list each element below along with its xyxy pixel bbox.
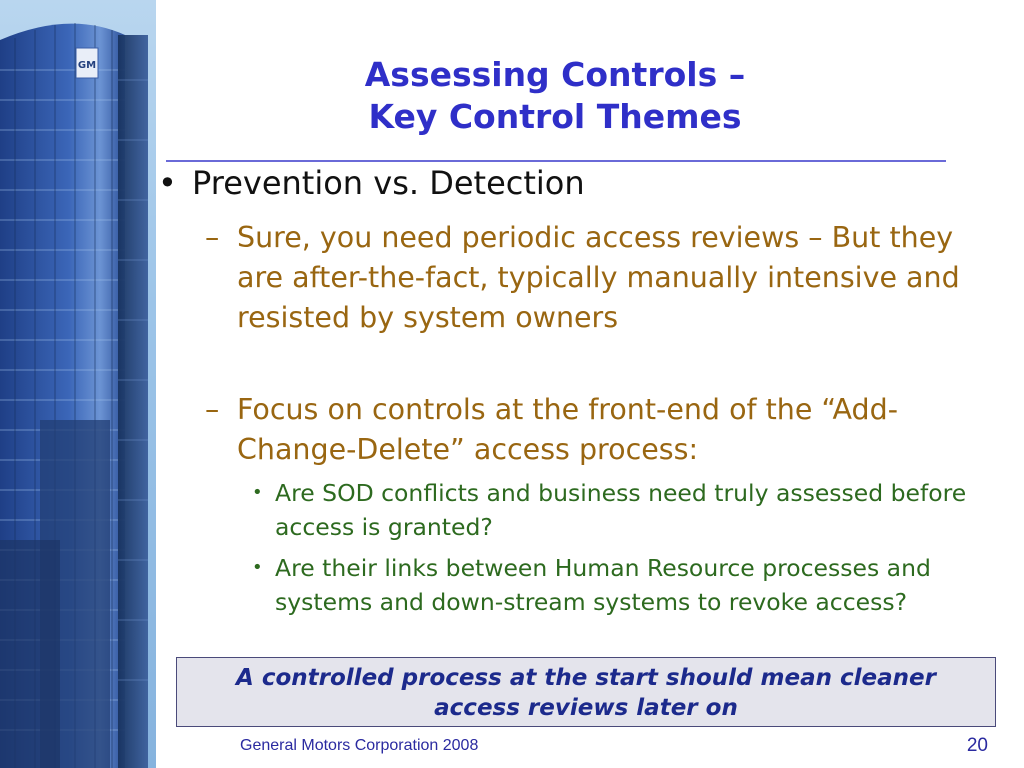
gm-sign-text: GM (77, 60, 97, 71)
callout-box (176, 657, 996, 727)
title-line-2: Key Control Themes (368, 97, 742, 136)
bullet-dot-icon: • (158, 164, 177, 202)
sub-sub-bullet-text: Are SOD conflicts and business need truly assessed before access is granted? (275, 479, 967, 541)
footer-text: General Motors Corporation 2008 (240, 737, 479, 754)
sub-bullet-text: Focus on controls at the front-end of the “Add-Change-Delete” access process: (237, 393, 898, 466)
callout-line-2: access reviews later on (434, 695, 738, 721)
title-line-1: Assessing Controls – (364, 55, 746, 94)
title-divider (166, 160, 946, 162)
building-photo (0, 0, 156, 768)
bullet-text: Prevention vs. Detection (192, 164, 585, 202)
sub-bullet-text: Sure, you need periodic access reviews – But they are after-the-fact, typically manually intensive and resisted by system owners (237, 221, 960, 334)
bullet-dot-icon: • (252, 482, 263, 503)
bullet-dot-icon: • (252, 557, 263, 578)
slide-title (170, 54, 940, 138)
dash-icon: – (205, 221, 220, 254)
page-number: 20 (966, 735, 988, 756)
dash-icon: – (205, 393, 220, 426)
callout-line-1: A controlled process at the start should mean cleaner (236, 665, 936, 691)
sub-sub-bullet-text: Are their links between Human Resource processes and systems and down-stream systems to revoke access? (275, 554, 931, 616)
